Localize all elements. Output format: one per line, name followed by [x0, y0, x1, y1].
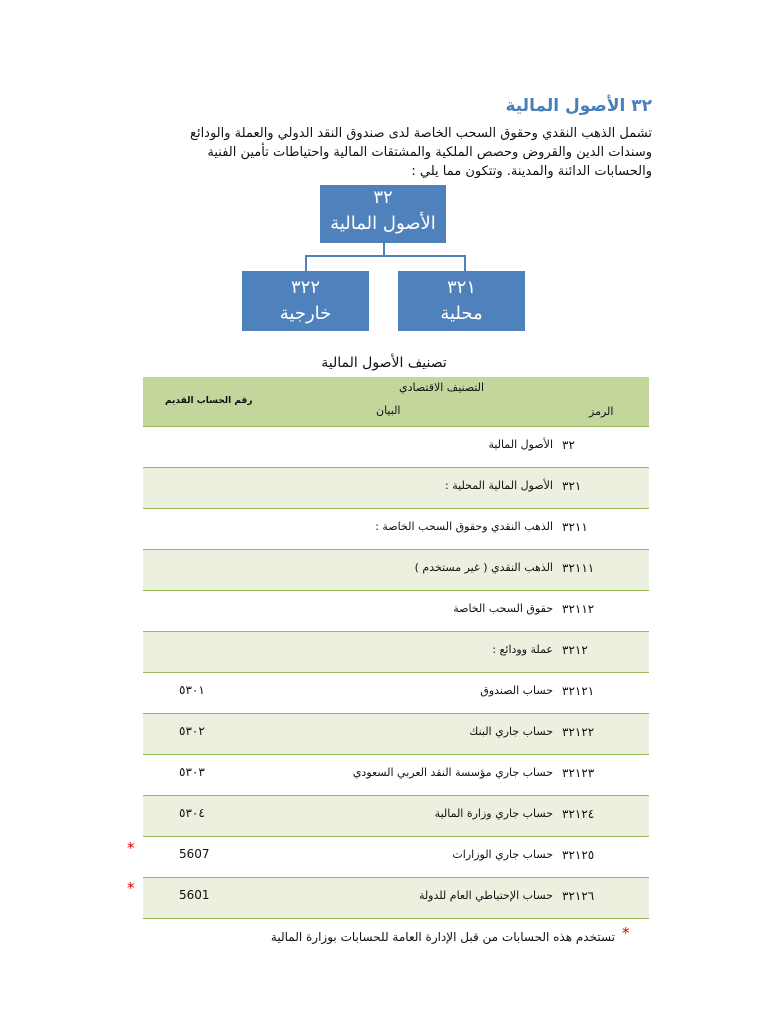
row-code: ٣٢١١٢: [562, 602, 595, 616]
row-description: عملة وودائع :: [492, 643, 553, 656]
diagram-root-label: الأصول المالية: [330, 213, 436, 234]
diagram-root-box: [320, 185, 446, 243]
classification-table: [143, 377, 649, 919]
table-row: [143, 632, 649, 673]
diagram-connector-vertical: [383, 243, 385, 255]
row-description: الأصول المالية المحلية :: [445, 479, 553, 492]
row-description: الأصول المالية: [488, 438, 553, 451]
footnote-text: تستخدم هذه الحسابات من قبل الإدارة العامة للحسابات بوزارة المالية: [270, 930, 615, 944]
intro-paragraph: [152, 124, 652, 181]
row-code: ٣٢١٢٣: [562, 766, 595, 780]
row-description: الذهب النقدي وحقوق السحب الخاصة :: [375, 520, 553, 533]
intro-line: والحسابات الدائنة والمدينة. وتتكون مما يلي :: [411, 164, 652, 179]
row-code: ٣٢١٢٤: [562, 807, 595, 821]
table-caption: تصنيف الأصول المالية: [321, 355, 447, 371]
row-old-account: ٥٣٠٢: [179, 724, 205, 738]
table-row: [143, 837, 649, 878]
row-code: ٣٢١١١: [562, 561, 595, 575]
diagram-child-label: خارجية: [279, 303, 332, 324]
table-row: [143, 673, 649, 714]
row-old-account: ٥٣٠٣: [179, 765, 205, 779]
table-row: [143, 796, 649, 837]
header-classification: التصنيف الاقتصادي: [399, 381, 485, 394]
row-code: ٣٢١٢٢: [562, 725, 595, 739]
header-code: الرمز: [589, 405, 614, 418]
table-row: [143, 714, 649, 755]
diagram-child-code: ٣٢١: [446, 277, 476, 298]
table-row: [143, 509, 649, 550]
row-code: ٣٢١: [562, 479, 582, 493]
header-old-account: رقم الحساب القديم: [165, 396, 253, 406]
row-description: حساب الإحتياطي العام للدولة: [418, 889, 553, 902]
table-header: [143, 377, 649, 427]
section-heading: ٣٢ الأصول المالية: [505, 96, 652, 116]
table-row: [143, 591, 649, 632]
row-description: حساب الصندوق: [480, 684, 553, 697]
row-description: حساب جاري وزارة المالية: [434, 807, 553, 820]
intro-line: تشمل الذهب النقدي وحقوق السحب الخاصة لدى صندوق النقد الدولي والعملة والودائع: [190, 126, 652, 141]
row-star-marker: *: [127, 879, 135, 897]
intro-line: وسندات الدين والقروض وحصص الملكية والمشتقات المالية واحتياطات تأمين الفنية: [207, 145, 652, 160]
row-code: ٣٢١٢: [562, 643, 588, 657]
table-row: [143, 878, 649, 919]
table-row: [143, 427, 649, 468]
table-row: [143, 755, 649, 796]
row-code: ٣٢١٢٦: [562, 889, 595, 903]
row-old-account: 5607: [179, 847, 210, 861]
row-code: ٣٢١٢١: [562, 684, 595, 698]
diagram-child-label: محلية: [440, 303, 483, 324]
footnote-star: *: [622, 924, 630, 942]
diagram-root-code: ٣٢: [373, 187, 393, 208]
diagram-connector-horizontal: [305, 255, 466, 271]
diagram-child-box-foreign: [242, 271, 369, 331]
row-code: ٣٢: [562, 438, 575, 452]
row-code: ٣٢١٢٥: [562, 848, 595, 862]
header-description: البيان: [376, 404, 401, 417]
diagram-child-box-local: [398, 271, 525, 331]
row-description: حساب جاري البنك: [469, 725, 553, 738]
table-row: [143, 468, 649, 509]
row-old-account: 5601: [179, 888, 210, 902]
row-old-account: ٥٣٠٤: [179, 806, 205, 820]
row-description: الذهب النقدي ( غير مستخدم ): [414, 561, 553, 574]
table-row: [143, 550, 649, 591]
row-description: حقوق السحب الخاصة: [453, 602, 553, 615]
row-star-marker: *: [127, 839, 135, 857]
row-code: ٣٢١١: [562, 520, 588, 534]
row-old-account: ٥٣٠١: [179, 683, 205, 697]
row-description: حساب جاري الوزارات: [452, 848, 553, 861]
diagram-child-code: ٣٢٢: [290, 277, 320, 298]
row-description: حساب جاري مؤسسة النقد العربي السعودي: [352, 766, 553, 779]
